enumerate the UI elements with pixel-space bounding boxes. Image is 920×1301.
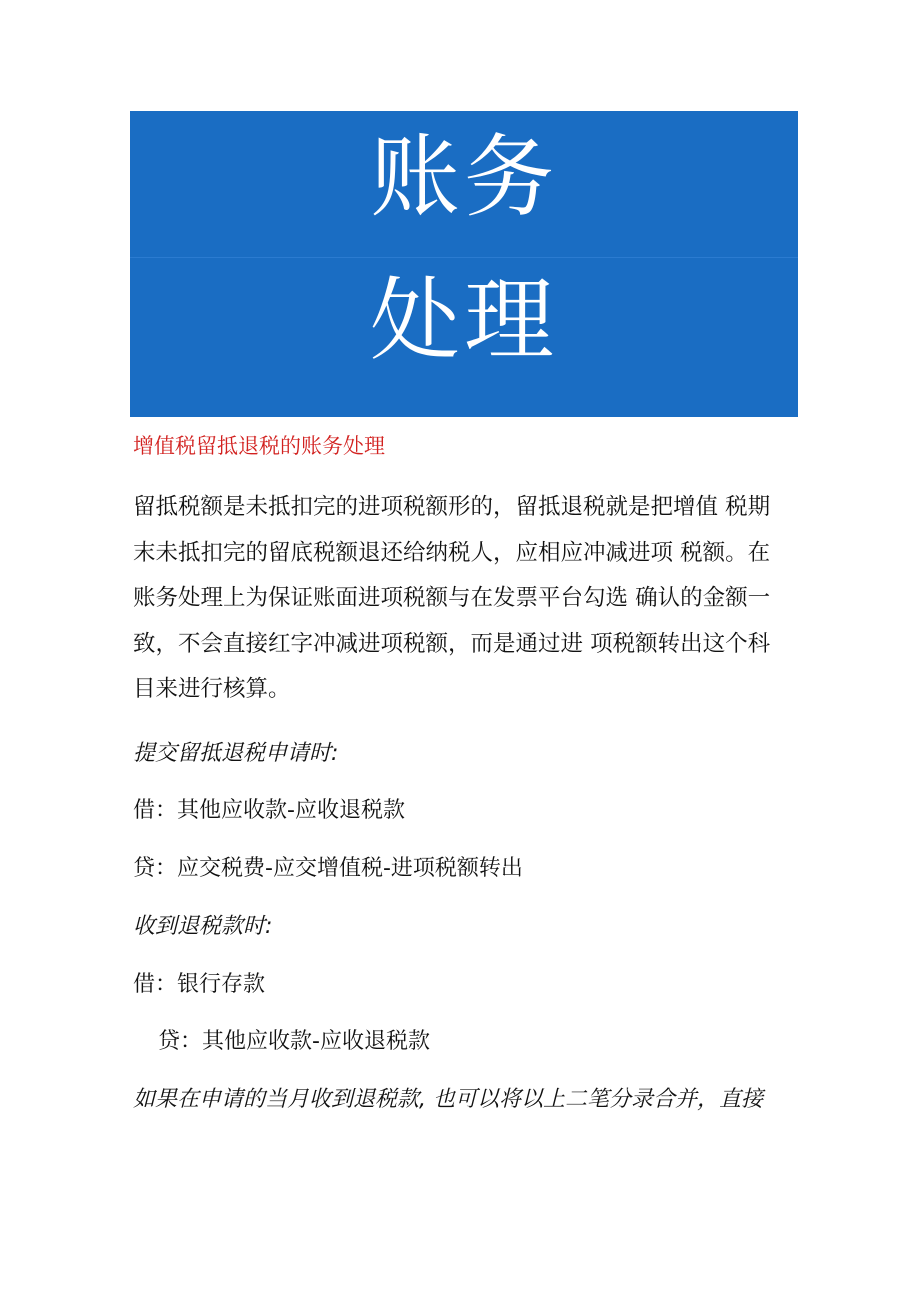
merge-note: 如果在申请的当月收到退税款, 也可以将以上二笔分录合并，直接 <box>133 1087 763 1112</box>
paragraph-line: 账务处理上为保证账面进项税额与在发票平台勾选 确认的金额一 <box>133 585 771 611</box>
banner-title-line-1: 账务 <box>370 125 558 230</box>
receive-credit-entry: 贷：其他应收款-应收退税款 <box>158 1029 430 1054</box>
apply-debit-entry: 借：其他应收款-应收退税款 <box>133 798 405 823</box>
title-banner <box>130 111 798 417</box>
apply-credit-entry: 贷：应交税费-应交增值税-进项税额转出 <box>133 856 523 881</box>
paragraph-line: 留抵税额是未抵扣完的进项税额形的，留抵退税就是把增值 税期 <box>133 494 771 520</box>
banner-title-line-2: 处理 <box>370 268 558 373</box>
paragraph-line: 末未抵扣完的留底税额退还给纳税人，应相应冲减进项 税额。在 <box>133 539 771 566</box>
receive-heading: 收到退税款时: <box>133 914 273 939</box>
apply-heading: 提交留抵退税申请时: <box>133 741 339 766</box>
receive-debit-entry: 借：银行存款 <box>133 972 266 997</box>
paragraph-line: 致，不会直接红字冲减进项税额，而是通过进 项税额转出这个科 <box>133 630 771 657</box>
banner-divider <box>130 257 798 258</box>
article-subtitle: 增值税留抵退税的账务处理 <box>133 434 385 458</box>
intro-paragraph <box>133 485 801 713</box>
paragraph-line: 目来进行核算。 <box>133 676 291 702</box>
